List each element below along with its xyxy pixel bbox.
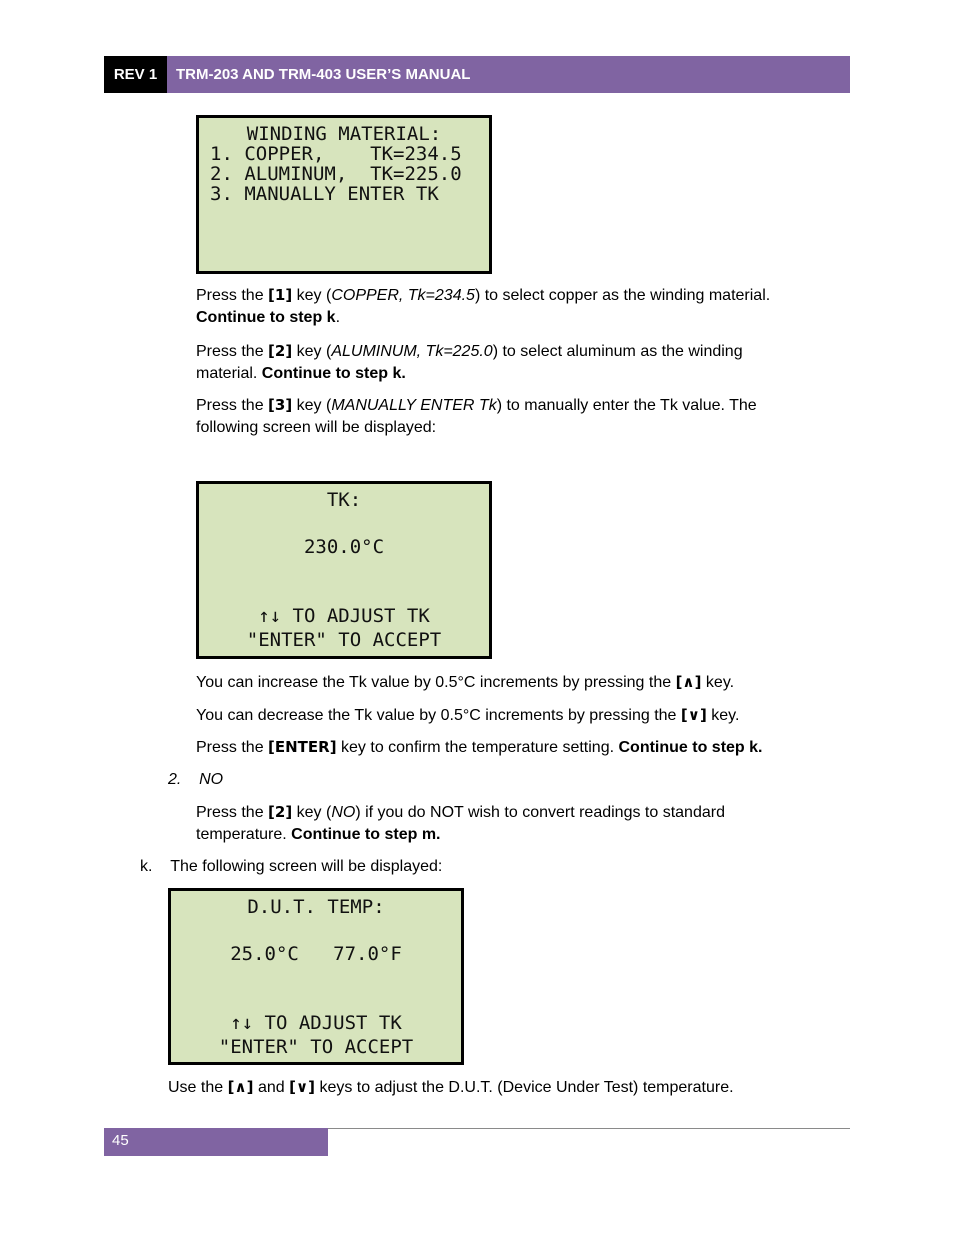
key-down-label: [∨] bbox=[680, 706, 707, 724]
lcd-line: "ENTER" TO ACCEPT bbox=[218, 1036, 414, 1058]
key-enter-label: [ENTER] bbox=[268, 738, 337, 756]
paragraph-increase: You can increase the Tk value by 0.5°C increments by pressing the [∧] key. bbox=[196, 673, 735, 691]
paragraph-no: Press the [2] key (NO) if you do NOT wish to convert readings to standard temperature. Continue to step m. bbox=[196, 803, 725, 843]
lcd-line: 25.0°C 77.0°F bbox=[230, 943, 402, 965]
key-up-label: [∧] bbox=[227, 1078, 254, 1096]
lcd-screen-tk bbox=[196, 481, 492, 659]
lcd-line: D.U.T. TEMP: bbox=[247, 896, 385, 918]
key-up-label: [∧] bbox=[675, 673, 702, 691]
paragraph-aluminum: Press the [2] key (ALUMINUM, Tk=225.0) to select aluminum as the winding material. Continue to step k. bbox=[196, 342, 743, 382]
list-item-no: 2. NO bbox=[168, 771, 224, 788]
lcd-line: 2. ALUMINUM, TK=225.0 bbox=[210, 163, 462, 185]
lcd-line: 230.0°C bbox=[303, 536, 385, 558]
paragraph-copper: Press the [1] key (COPPER, Tk=234.5) to select copper as the winding material. Continue to step k. bbox=[196, 286, 771, 326]
page-number: 45 bbox=[104, 1128, 328, 1156]
lcd-line: "ENTER" TO ACCEPT bbox=[246, 629, 442, 651]
key-down-label: [∨] bbox=[289, 1078, 315, 1096]
lcd-line: ↑↓ TO ADJUST TK bbox=[230, 1012, 402, 1034]
paragraph-manual-entry: Press the [3] key (MANUALLY ENTER Tk) to manually enter the Tk value. The following screen will be displayed: bbox=[196, 396, 757, 436]
key-2-label: [2] bbox=[268, 342, 293, 360]
lcd-screen-winding-material bbox=[196, 115, 492, 274]
lcd-screen-dut-temp bbox=[168, 888, 464, 1065]
paragraph-dut-adjust: Use the [∧] and [∨] keys to adjust the D.U.T. (Device Under Test) temperature. bbox=[168, 1078, 734, 1096]
key-2-label: [2] bbox=[268, 803, 293, 821]
key-1-label: [1] bbox=[268, 286, 293, 304]
lcd-line: 1. COPPER, TK=234.5 bbox=[210, 143, 462, 165]
revision-label: REV 1 bbox=[104, 56, 167, 93]
paragraph-decrease: You can decrease the Tk value by 0.5°C increments by pressing the [∨] key. bbox=[196, 706, 740, 724]
step-k: k. The following screen will be displayed: bbox=[140, 858, 443, 875]
lcd-line: 3. MANUALLY ENTER TK bbox=[210, 183, 439, 205]
paragraph-enter: Press the [ENTER] key to confirm the temperature setting. Continue to step k. bbox=[196, 738, 763, 756]
manual-title: TRM-203 AND TRM-403 USER’S MANUAL bbox=[167, 56, 850, 93]
lcd-line: TK: bbox=[326, 489, 362, 511]
key-3-label: [3] bbox=[268, 396, 293, 414]
lcd-line: ↑↓ TO ADJUST TK bbox=[258, 605, 430, 627]
lcd-line: WINDING MATERIAL: bbox=[246, 123, 442, 145]
